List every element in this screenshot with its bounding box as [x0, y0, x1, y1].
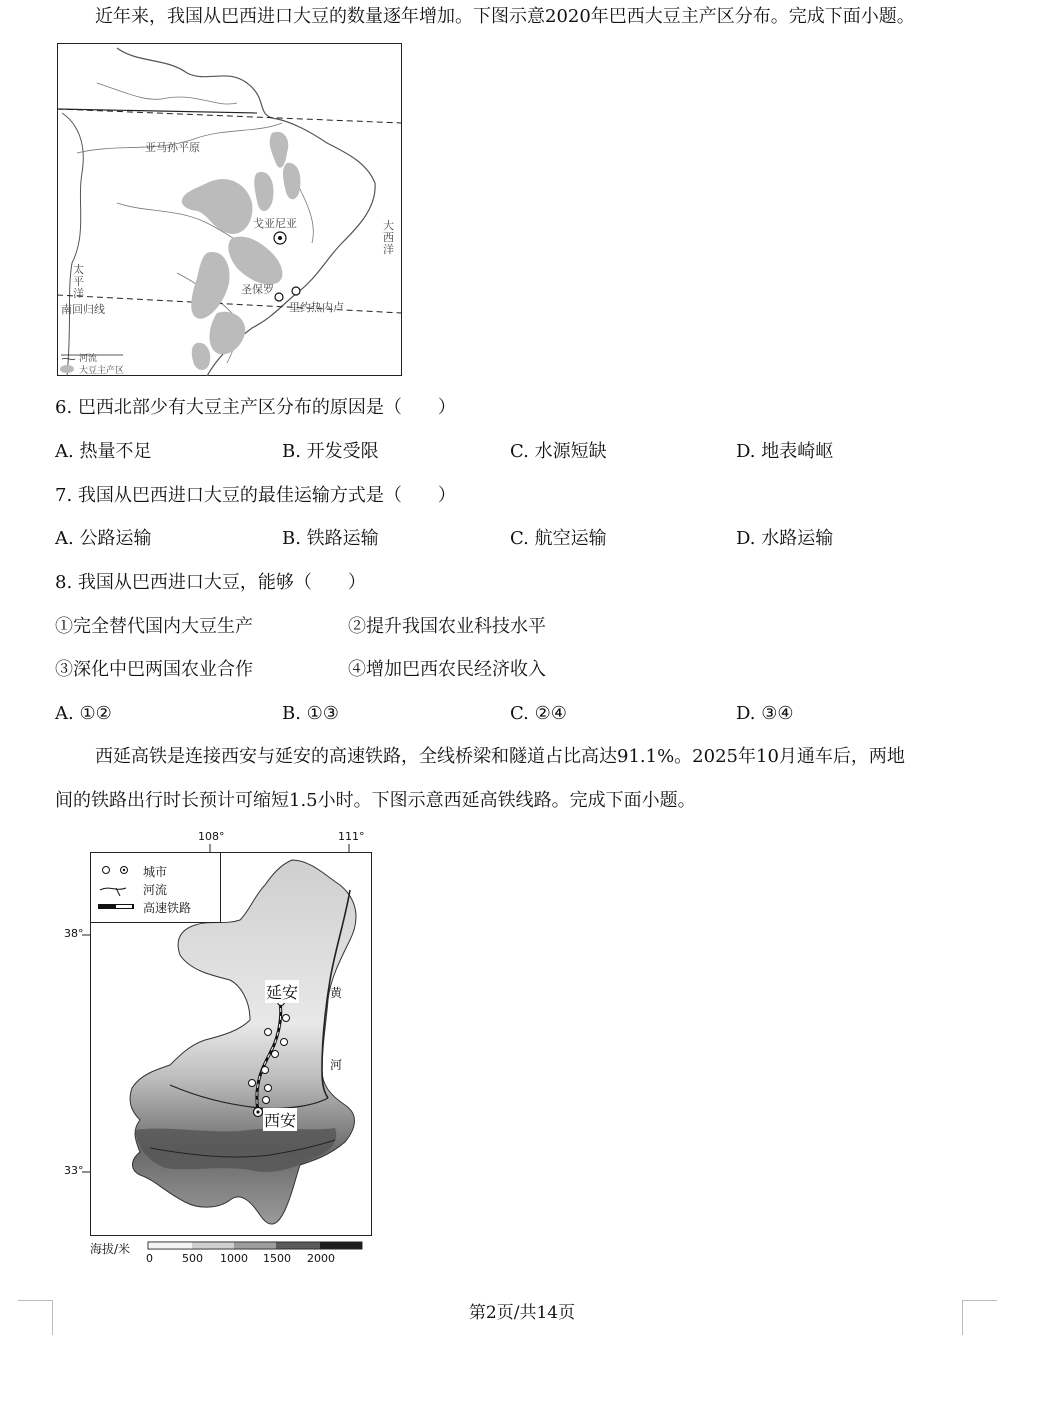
elevation-tick-1500: 1500: [263, 1252, 291, 1265]
intro-paragraph-2-line-2: 间的铁路出行时长预计可缩短1.5小时。下图示意西延高铁线路。完成下面小题。: [55, 790, 696, 811]
question-6-stem: 6. 巴西北部少有大豆主产区分布的原因是（ ）: [55, 397, 456, 418]
question-7-stem: 7. 我国从巴西进口大豆的最佳运输方式是（ ）: [55, 485, 456, 506]
q6-option-d[interactable]: D. 地表崎岖: [736, 441, 834, 462]
xiyan-map-graphic: [60, 830, 380, 1270]
label-sao-paulo: 圣保罗: [241, 283, 274, 296]
label-atlantic-3: 洋: [383, 243, 394, 256]
legend-soy-label: 大豆主产区: [79, 366, 125, 376]
legend-river-label: 河流: [79, 354, 98, 364]
label-pacific-3: 洋: [73, 287, 84, 300]
q7-option-d[interactable]: D. 水路运输: [736, 528, 834, 549]
q6-option-a[interactable]: A. 热量不足: [55, 441, 152, 462]
label-atlantic-2: 西: [383, 231, 394, 244]
label-rio: 里约热内卢: [289, 301, 344, 314]
label-pacific-2: 平: [73, 275, 84, 288]
q6-option-b[interactable]: B. 开发受限: [282, 441, 379, 462]
label-goiania: 戈亚尼亚: [253, 217, 297, 230]
q8-statement-1: ①完全替代国内大豆生产: [55, 616, 253, 637]
brazil-map-graphic: [57, 43, 402, 376]
q7-option-a[interactable]: A. 公路运输: [55, 528, 152, 549]
page-footer: 第2页/共14页: [468, 1303, 576, 1323]
legend-railway-label: 高速铁路: [143, 901, 192, 915]
q7-option-b[interactable]: B. 铁路运输: [282, 528, 379, 549]
legend-city-label: 城市: [143, 865, 168, 879]
legend-river-label-2: 河流: [143, 883, 168, 897]
q8-option-b[interactable]: B. ①③: [282, 703, 339, 724]
label-tropic: 南回归线: [61, 303, 105, 316]
intro-paragraph-2-line-1: 西延高铁是连接西安与延安的高速铁路，全线桥梁和隧道占比高达91.1%。2025年10月通车后，两地: [95, 746, 905, 767]
q8-statement-4: ④增加巴西农民经济收入: [348, 659, 546, 680]
elevation-legend-title: 海拔/米: [90, 1242, 131, 1256]
q8-option-c[interactable]: C. ②④: [510, 703, 567, 724]
xiyan-railway-map: [60, 830, 380, 1270]
q6-option-c[interactable]: C. 水源短缺: [510, 441, 607, 462]
yellow-river-label-2: 河: [330, 1058, 343, 1072]
q8-option-d[interactable]: D. ③④: [736, 703, 794, 724]
elevation-tick-2000: 2000: [307, 1252, 335, 1265]
label-amazon-plain: 亚马孙平原: [145, 141, 200, 154]
elevation-tick-500: 500: [182, 1252, 203, 1265]
q8-statement-2: ②提升我国农业科技水平: [348, 616, 546, 637]
label-pacific-1: 太: [73, 263, 84, 276]
city-yanan-label: 延安: [265, 980, 299, 1003]
question-8-stem: 8. 我国从巴西进口大豆，能够（ ）: [55, 572, 366, 593]
brazil-soybean-map: [57, 43, 402, 376]
q8-option-a[interactable]: A. ①②: [55, 703, 112, 724]
elevation-tick-1000: 1000: [220, 1252, 248, 1265]
label-atlantic-1: 大: [383, 219, 394, 232]
city-xian-label: 西安: [263, 1108, 297, 1131]
latitude-38-label: 38°: [64, 927, 84, 940]
longitude-108-label: 108°: [198, 830, 225, 843]
latitude-33-label: 33°: [64, 1164, 84, 1177]
q7-option-c[interactable]: C. 航空运输: [510, 528, 607, 549]
elevation-tick-0: 0: [146, 1252, 153, 1265]
intro-paragraph-1: 近年来，我国从巴西进口大豆的数量逐年增加。下图示意2020年巴西大豆主产区分布。完成下面小题。: [95, 6, 915, 27]
q8-statement-3: ③深化中巴两国农业合作: [55, 659, 253, 680]
longitude-111-label: 111°: [338, 830, 365, 843]
yellow-river-label-1: 黄: [330, 986, 343, 1000]
